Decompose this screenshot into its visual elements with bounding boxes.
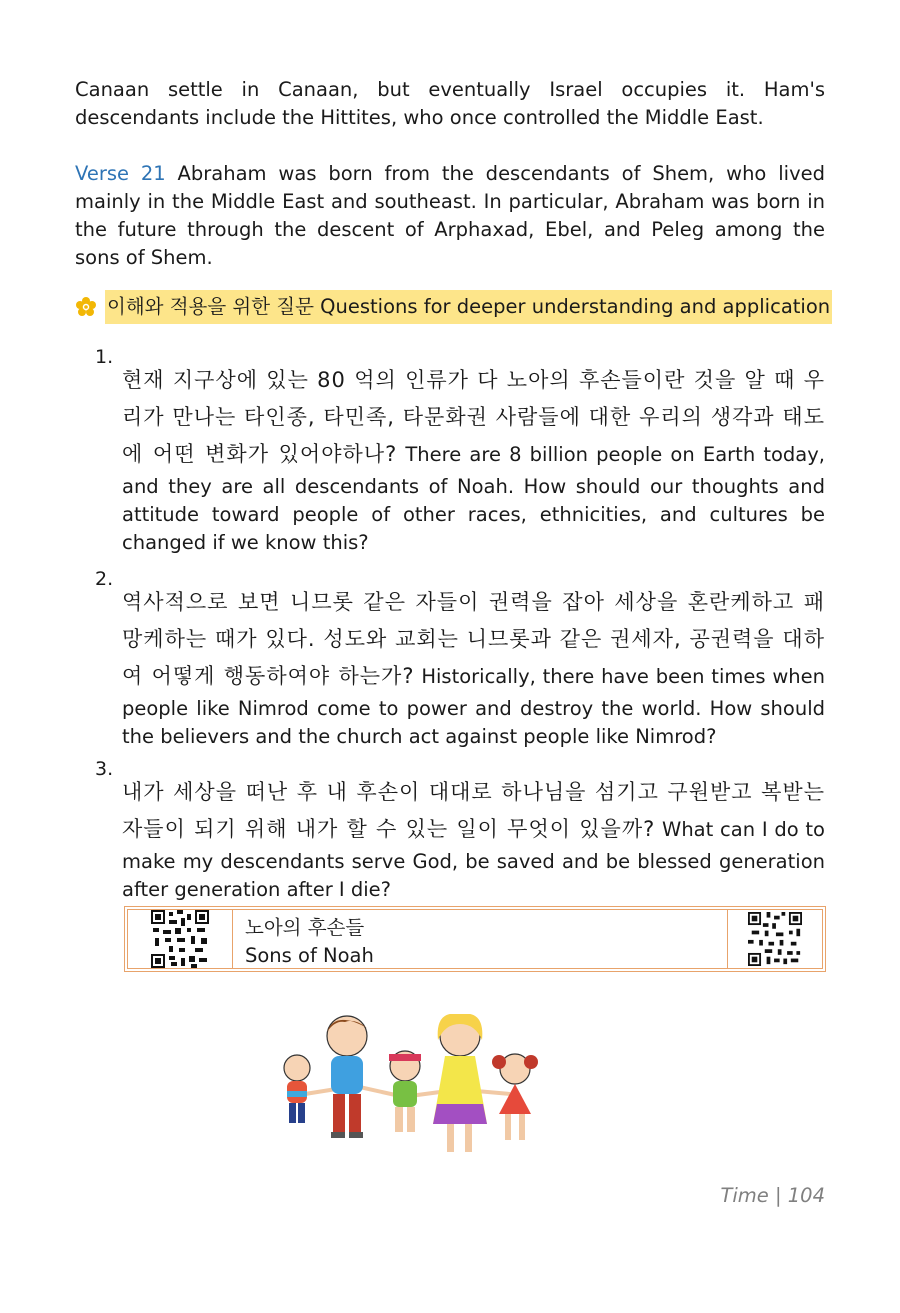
- resource-title-english: Sons of Noah: [245, 944, 374, 967]
- resource-title-korean: 노아의 후손들: [245, 916, 365, 939]
- intro-paragraph-1: Canaan settle in Canaan, but eventually Israel occupies it. Ham's descendants include the Hittites, who once controlled the Middle East.: [75, 78, 825, 129]
- intro-paragraph-2: [75, 160, 825, 272]
- question-english: There are 8 billion people on Earth today, and they are all descendants of Noah. How should our thoughts and attitude toward people of other races, ethnicities, and cultures be changed if we know this?: [122, 442, 825, 554]
- question-number: 1.: [95, 346, 114, 368]
- verse-text: Abraham was born from the descendants of Shem, who lived mainly in the Middle East and southeast. In particular, Abraham was born in the future through the descent of Arphaxad, Ebel, and Peleg among the sons of Shem.: [75, 162, 825, 269]
- question-number: 2.: [95, 568, 114, 590]
- question-item-1: [75, 342, 825, 576]
- page-footer: [525, 1184, 825, 1207]
- section-heading: [75, 290, 831, 324]
- question-text: [122, 774, 825, 904]
- qr-code-icon: [748, 912, 802, 966]
- question-korean: 역사적으로 보면 니므롯 같은 자들이 권력을 잡아 세상을 혼란케하고 패망케하는 때가 있다. 성도와 교회는 니므롯과 같은 권세자, 공권력을 대하여 어떻게 행동하여야 하는가?: [122, 589, 825, 688]
- flower-icon: [75, 296, 97, 318]
- question-number: 3.: [95, 758, 114, 780]
- qr-code-left[interactable]: [128, 910, 233, 968]
- resource-title-cell: [233, 910, 727, 968]
- footer-text: Time: [720, 1184, 769, 1207]
- page-number: 104: [787, 1184, 825, 1207]
- section-heading-text: 이해와 적용을 위한 질문 Questions for deeper understanding and application: [105, 290, 832, 324]
- resource-table: [124, 906, 826, 972]
- question-text: [122, 584, 825, 751]
- footer-separator: |: [774, 1184, 782, 1207]
- question-item-3: [75, 754, 825, 923]
- qr-code-right[interactable]: [727, 910, 822, 968]
- question-english: Historically, there have been times when people like Nimrod come to power and destroy the world. How should the believers and the church act against people like Nimrod?: [122, 664, 826, 748]
- resource-row: [127, 909, 823, 969]
- qr-code-icon: [151, 910, 209, 968]
- question-item-2: [75, 564, 825, 770]
- question-text: [122, 362, 825, 557]
- question-korean: 내가 세상을 떠난 후 내 후손이 대대로 하나님을 섬기고 구원받고 복받는 자들이 되기 위해 내가 할 수 있는 일이 무엇이 있을까?: [122, 779, 825, 841]
- verse-label: Verse 21: [75, 162, 166, 185]
- children-illustration: [275, 1014, 555, 1164]
- question-korean: 현재 지구상에 있는 80 억의 인류가 다 노아의 후손들이란 것을 알 때 우리가 만나는 타인종, 타민족, 타문화권 사람들에 대한 우리의 생각과 태도에 어떤 변화가 있어야하나?: [122, 367, 825, 466]
- question-english: What can I do to make my descendants serve God, be saved and be blessed generation after generation after I die?: [122, 817, 825, 901]
